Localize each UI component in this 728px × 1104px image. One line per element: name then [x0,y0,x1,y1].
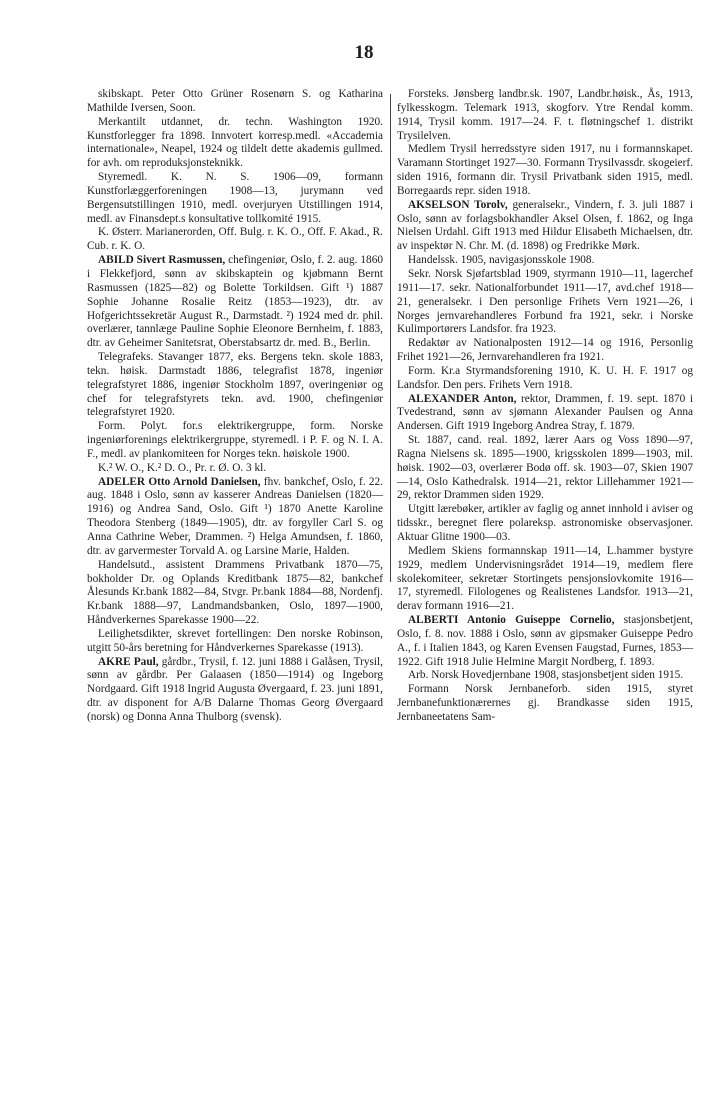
biography-paragraph [397,545,693,614]
biography-paragraph [87,226,383,254]
entry-text: Forsteks. Jønsberg landbr.sk. 1907, Landbr.høisk., Ås, 1913, fylkesskogm. Telemark 1913, skogforv. Ytre Rendal komm. 1914, Trysil komm. 1917—24. F. t. fløtningschef 1. distrikt Trysilelven. [397,88,693,142]
biography-entry [87,656,383,725]
entry-text: Utgitt lærebøker, artikler av faglig og annet innhold i aviser og tidsskr., beregnet flere polareksp. astronomiske observasjoner. Aktuar Glitne 1900—03. [397,503,693,543]
entry-name: AKRE Paul, [98,655,159,668]
entry-text: rektor, Drammen, f. 19. sept. 1870 i Tvedestrand, sønn av sjømann Alexander Paulsen og Anna Andersen. Gift 1919 Ingeborg Andrea Stray, f. 1879. [397,392,693,433]
biography-entry [397,614,693,669]
page-number: 18 [354,42,374,63]
biography-paragraph [87,559,383,628]
biography-paragraph [87,462,383,476]
entry-name: AKSELSON Torolv, [408,198,508,211]
biography-entry [87,476,383,559]
biography-paragraph [397,268,693,337]
biography-paragraph [87,171,383,226]
biography-paragraph [87,116,383,171]
biography-paragraph [397,683,693,725]
biography-paragraph [397,337,693,365]
entry-text: Handelsutd., assistent Drammens Privatbank 1870—75, bokholder Dr. og Oplands Kreditbank 1875—82, bankchef Ålesunds Kr.bank 1882—84, Stvgr. Pr.bank 1884—88, Nordenfj. Kr.bank 1888—97, Landmandsbanken, Oslo, 1897—1900, Håndverkernes Sparekasse 1900—22. [87,558,383,627]
biography-entry [397,199,693,254]
entry-text: fhv. bankchef, Oslo, f. 22. aug. 1848 i Oslo, sønn av kasserer Andreas Danielsen (1820—1916) og Andrea Sand, Oslo. Gift ¹) 1870 Anette Karoline Theodora Stenberg (1849—1905), dtr. av forgyller Carl S. og Anna Cathrine Weber, Drammen. ²) Helga Amundsen, f. 1860, dtr. av garvermester Torvald A. og Larsine Marie, Halden. [87,475,383,557]
entry-text: Arb. Norsk Hovedjernbane 1908, stasjonsbetjent siden 1915. [408,669,684,682]
entry-text: Sekr. Norsk Sjøfartsblad 1909, styrmann 1910—11, lagerchef 1911—17. sekr. Nationalforbundet 1911—17, avd.chef 1918—21, generalsekr. i Den personlige Frihets Vern 1921—26, i Norges jernvarehandleres Forbund fra 1921, sekr. i Norske Kulimportørers Landsfor. fra 1923. [397,267,693,336]
entry-text: Redaktør av Nationalposten 1912—14 og 1916, Personlig Frihet 1921—26, Jernvarehandleren fra 1921. [397,337,693,364]
entry-text: K.² W. O., K.² D. O., Pr. r. Ø. O. 3 kl. [98,461,267,474]
biography-paragraph [397,365,693,393]
biography-paragraph [397,669,693,683]
biography-paragraph [87,351,383,420]
entry-name: ALBERTI Antonio Guiseppe Cornelio, [408,614,615,627]
biography-paragraph [87,88,383,116]
biography-paragraph [397,254,693,268]
biography-entry [397,393,693,435]
entry-text: Leilighetsdikter, skrevet fortellingen: Den norske Robinson, utgitt 50-års beretning for Håndverkernes Sparekasse (1913). [87,627,383,654]
biography-paragraph [87,420,383,462]
biography-entry [87,254,383,351]
entry-text: gårdbr., Trysil, f. 12. juni 1888 i Galåsen, Trysil, sønn av gårdbr. Per Galaasen (1850—1914) og Ingeborg Nordgaard. Gift 1918 Ingrid Augusta Øvergaard, f. 23. juni 1891, dtr. av disponent for A/B Dalarne Thomas Georg Øvergaard (norsk) og Donna Anna Thulborg (svensk). [87,655,383,723]
entry-text: chefingeniør, Oslo, f. 2. aug. 1860 i Flekkefjord, sønn av skibskaptein og kjøbmann Bernt Rasmussen (1825—82) og Bolette Torkildsen. Gift ¹) 1887 Sophie Johanne Rosalie Reitz (1853—1923), dtr. av Hofgerichtssekretär August R., Darmstadt. ²) 1924 med dr. phil. overlærer, tannlæge Pauline Sophie Eleonore Bernheim, f. 1883, dtr. av Geheimer Sanitetsrat, Oberstabsartz dr. med. B., Berlin. [87,254,383,350]
entry-text: Medlem Skiens formannskap 1911—14, L.hammer bystyre 1929, medlem Undervisningsrådet 1914—19, medlem flere skolekomiteer, sekretær Stortingets pensjonslovkomite 1916—17, styremedl. Filologenes og Realistenes Landsfor. 1913—21, derav formann 1916—21. [397,544,693,613]
entry-text: Handelssk. 1905, navigasjonsskole 1908. [408,254,595,267]
entry-text: generalsekr., Vindern, f. 3. juli 1887 i Oslo, sønn av forlagsbokhandler Aksel Olsen, f. 1862, og Inga Nielsen Urdahl. Gift 1913 med Hildur Elisabeth Michaelsen, dtr. av inspektør N. Chr. M. (d. 1898) og Fredrikke Mørk. [397,198,693,253]
column-divider [390,94,391,582]
biography-paragraph [397,143,693,198]
entry-text: Styremedl. K. N. S. 1906—09, formann Kunstforlæggerforeningen 1908—13, jurymann ved Bergensutstillingen 1910, medl. overjuryen Utstillingen 1914, medl. av Finansdept.s konsultative tollkomité 1915. [87,171,383,225]
entry-text: Form. Polyt. for.s elektrikergruppe, form. Norske ingeniørforenings elektrikergruppe, styremedl. i P. F. og N. I. A. F., medl. av plankomiteen for Norges tekn. høiskole 1900. [87,420,383,460]
biography-paragraph [397,503,693,545]
entry-name: ADELER Otto Arnold Danielsen, [98,475,261,488]
entry-text: Form. Kr.a Styrmandsforening 1910, K. U. H. F. 1917 og Landsfor. Den pers. Frihets Vern 1918. [397,364,693,391]
entry-name: ALEXANDER Anton, [408,392,517,405]
biography-paragraph [87,628,383,656]
biography-paragraph [397,88,693,143]
entry-text: skibskapt. Peter Otto Grüner Rosenørn S. og Katharina Mathilde Iversen, Soon. [87,88,383,114]
right-column [397,88,693,725]
entry-text: stasjonsbetjent, Oslo, f. 8. nov. 1888 i Oslo, sønn av gipsmaker Guiseppe Pedro A., f. i Italien 1843, og Karen Evensen Faugstad, Furnes, 1853—1922. Gift 1918 Julie Helmine Margit Nordberg, f. 1893. [397,614,694,668]
entry-text: Formann Norsk Jernbaneforb. siden 1915, styret Jernbanefunktionærernes gj. Brandkasse siden 1915, Jernbaneetatens Sam- [397,683,693,723]
entry-text: Merkantilt utdannet, dr. techn. Washington 1920. Kunstforlegger fra 1898. Innvotert korresp.medl. «Accademia internationale», Neapel, 1924 og tildelt dette akademis gullmed. for avh. om reproduksjonsteknikk. [87,115,383,170]
biography-paragraph [397,434,693,503]
entry-text: K. Østerr. Marianerorden, Off. Bulg. r. K. O., Off. F. Akad., R. Cub. r. K. O. [87,226,383,253]
entry-text: Medlem Trysil herredsstyre siden 1917, nu i formannskapet. Varamann Stortinget 1927—30. Formann Trysilvassdr. skogeierf. siden 1916, formann dir. Trysil Privatbank siden 1915, medl. Borregaards repr. siden 1918. [397,143,693,197]
entry-name: ABILD Sivert Rasmussen, [98,254,226,267]
left-column [87,88,383,725]
entry-text: Telegrafeks. Stavanger 1877, eks. Bergens tekn. skole 1883, tekn. høisk. Darmstadt 1886, telegrafist 1878, ingeniør telegrafstyret 1886, ingeniør Stockholm 1897, overingeniør og chef for telegrafstyrets tekn. avd. 1900, chefingeniør telegrafstyret 1920. [87,351,383,419]
entry-text: St. 1887, cand. real. 1892, lærer Aars og Voss 1890—97, Ragna Nielsens sk. 1895—1900, krigsskolen 1899—1903, mil. høisk. 1902—03, overlærer Bodø off. sk. 1903—07, Skien 1907—14, Oslo Kathedralsk. 1914—21, rektor Lillehammer 1921—29, rektor Drammen siden 1929. [397,434,693,502]
